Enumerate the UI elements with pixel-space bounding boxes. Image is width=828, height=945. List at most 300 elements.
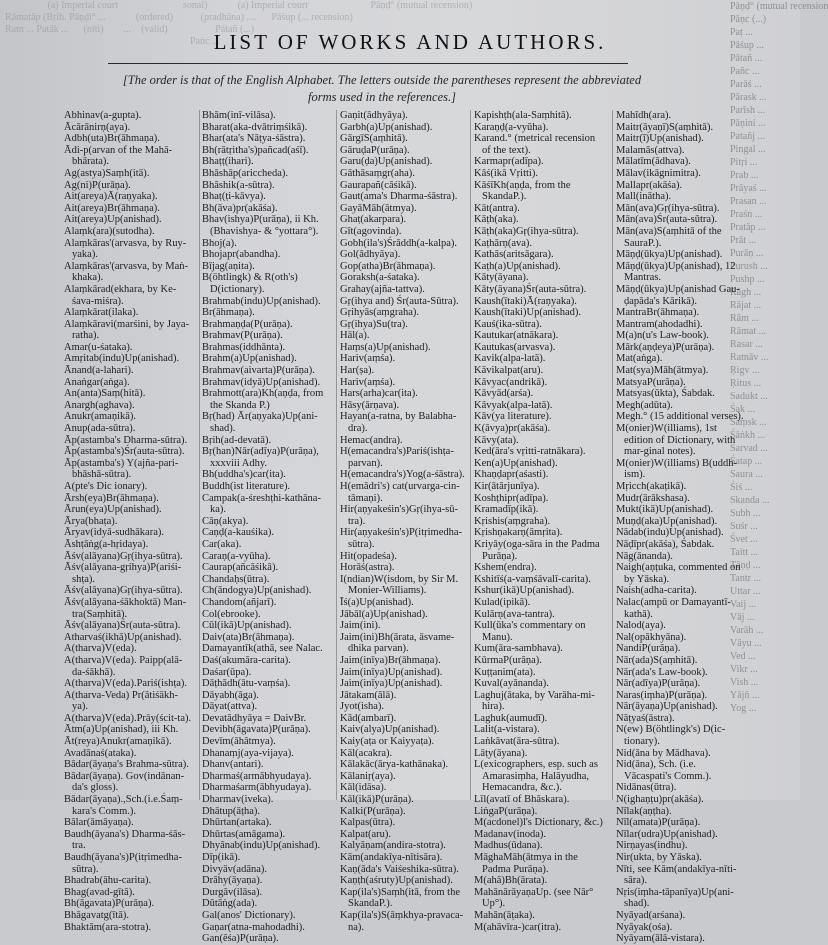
work-entry: Nidānas(ūtra).	[616, 782, 677, 794]
work-entry: Grahay(ajña-tattva).	[340, 283, 425, 295]
work-entry: Hir(aṇyakeśin's)P(itṛimedha-sūtra).	[340, 527, 463, 550]
work-entry: Kāṭh(aka)Gṛ(ihya-sūtra).	[474, 225, 579, 237]
work-entry: Alaṃkārat(ilaka).	[64, 307, 139, 319]
work-entry: Megh.° (15 additional verses).	[616, 411, 744, 423]
work-entry: A(pte's Dic ionary).	[64, 481, 148, 492]
work-entry: Āśv(alāyana-gṛihya)P(ariśi-shṭa).	[64, 562, 182, 585]
work-entry: Dhūrtan(artaka).	[202, 817, 272, 829]
work-entry: A(tharva)V(eda).	[64, 643, 137, 655]
work-entry: Dāyat(attva).	[202, 701, 258, 713]
work-entry: Gobh(ila's)Śrāddh(a-kalpa).	[340, 237, 458, 249]
work-entry: Bhadrab(āhu-carita).	[64, 875, 152, 887]
work-entry: Brahmav(aivarta)P(urāṇa).	[202, 365, 315, 377]
work-entry: Kalpat(aru).	[340, 828, 392, 840]
work-entry: Mān(ava)Śr(auta-sūtra).	[616, 214, 718, 226]
work-entry: Brahmott(ara)Kh(aṇḍa, from the Skanda P.)	[202, 388, 324, 411]
work-entry: Nir(ukta, by Yāska).	[616, 852, 702, 863]
work-entry: Jyot(isha).	[340, 701, 385, 713]
work-entry: Campak(a-śreshṭhi-kathāna-ka).	[202, 492, 321, 516]
work-entry: Jaim(ini)Bh(ārata, āsvame-dhika parvan).	[340, 631, 455, 655]
work-entry: Abhinav(a-gupta).	[64, 110, 142, 121]
work-entry: Malamās(attva).	[616, 144, 685, 156]
work-entry: Kull(ūka's commentary on Manu).	[474, 620, 586, 643]
work-entry: Ag(ni)P(urāṇa).	[64, 179, 131, 191]
work-entry: Atharvaś(ikhā)Up(anishad).	[64, 631, 182, 643]
work-entry: Karaṇḍ(a-vyūha).	[474, 121, 549, 133]
work-entry: Ch(āndogya)Up(anishad).	[202, 585, 312, 597]
work-entry: Hariv(aṃśa).	[340, 353, 396, 365]
column-divider	[470, 110, 471, 800]
work-entry: Amṛitab(indu)Up(anishad).	[64, 353, 180, 365]
work-entry: Horāś(astra).	[340, 562, 395, 574]
work-entry: Kāl(ikā)P(urāṇa).	[340, 794, 414, 806]
work-entry: Karand.° (metrical recension of the text).	[474, 133, 596, 156]
work-entry: Muṇḍ(aka)Up(anishad).	[616, 515, 718, 527]
work-entry: Māṇḍ(ūkya)Up(anishad).	[616, 249, 723, 261]
work-entry: Mān(ava)Gṛ(ihya-sūtra).	[616, 202, 720, 214]
work-entry: Bhar(ata's Nāṭya-śāstra).	[202, 133, 306, 145]
work-entry: Nīlak(aṇṭha).	[616, 805, 672, 817]
work-entry: Avadānaś(ataka).	[64, 747, 137, 759]
work-entry: Dharmaś(armābhyudaya).	[202, 770, 312, 782]
works-list	[64, 110, 744, 945]
work-entry: Bh(rātṛitha's)pañcad(aśī).	[202, 144, 309, 156]
work-entry: Kaṭh(a)Up(anishad).	[474, 260, 561, 272]
work-entry: Alaṃkāravi(marśini, by Jaya-ratha).	[64, 318, 190, 342]
work-entry: Gaṇit(ādhyāya).	[340, 110, 408, 121]
work-entry: M(onier)W(illiams) B(uddh-ism).	[616, 457, 738, 481]
work-entry: Kuval(ayānanda).	[474, 678, 549, 690]
work-entry: Gol(ādhyāya).	[340, 249, 401, 261]
work-entry: Gaurapañ(cāśikā).	[340, 179, 417, 191]
work-entry: Bhāshāp(ariccheda).	[202, 167, 288, 179]
work-entry: Mārk(aṇḍeya)P(urāṇa).	[616, 341, 715, 353]
work-entry: Dhanv(antari).	[202, 759, 264, 771]
work-entry: Hayan(a-ratna, by Balabha-dra).	[340, 411, 457, 435]
work-entry: Maitr(ī)Up(anishad).	[616, 133, 704, 145]
work-entry: Hir(aṇyakeśin's)Gṛ(ihya-sū-tra).	[340, 504, 458, 527]
work-entry: Kshitīś(a-vaṃśāvalī-carita).	[474, 573, 591, 585]
work-entry: Nyāyam(ālā-vistara).	[616, 933, 705, 945]
show-through-text: (a) Imperial court sonal) (a) Imperial court Pāṇḍ° (mutual recension) Rāmatāp (Bṛih. Pāṇḍi° ... (ordered) (pradhāna) .... Pāśup (... recension) Ratn ... Patāk ... (nīti) ... (valid) Pātañ (...) Paṅc ...	[5, 0, 473, 47]
work-entry: Gaut(ama's Dharma-śāstra).	[340, 191, 458, 203]
work-entry: Naras(iṃha)P(urāṇa).	[616, 689, 708, 701]
work-entry: Nīlar(udra)Up(anishad).	[616, 828, 718, 840]
work-entry: Ait(areya)Br(āhmaṇa).	[64, 202, 160, 214]
work-entry: Bādar(āyaṇa's Brahma-sūtra).	[64, 759, 189, 771]
work-entry: Laghuk(aumudī).	[474, 712, 548, 724]
work-entry: Ārya(bhaṭa).	[64, 515, 118, 527]
work-entry: Daś(akumāra-carita).	[202, 654, 291, 666]
work-entry: Kāṭh(aka).	[474, 214, 519, 226]
work-entry: Bhojapr(abandha).	[202, 249, 281, 261]
work-entry: Hāsy(ārṇava).	[340, 399, 400, 411]
work-entry: Divyāv(adāna).	[202, 863, 268, 875]
work-entry: MāghaMāh(ātmya in the Padma Purāṇa).	[474, 852, 578, 875]
work-entry: Dūtāṅg(ada).	[202, 898, 258, 910]
work-entry: Māṇḍ(ūkya)Up(anishad), 12 Mantras.	[616, 260, 736, 284]
work-entry: Alaṃkārad(ekhara, by Ke-śava-miśra).	[64, 283, 177, 307]
work-entry: Matsyas(ūkta), Śabdak.	[616, 388, 715, 400]
work-entry: H(emacandra's)Yog(a-śāstra).	[340, 469, 465, 481]
work-entry: Ghaṭ(akarpara).	[340, 214, 407, 226]
work-entry: Khaṇḍapr(aśasti).	[474, 469, 549, 481]
work-entry: Laṅkāvat(āra-sūtra).	[474, 736, 560, 748]
work-entry: Kāl(idāsa).	[340, 782, 387, 794]
work-entry: B(öhtlingk) & R(oth's) D(ictionary).	[202, 272, 298, 295]
work-entry: Kāv(ya literature).	[474, 411, 552, 423]
work-entry: Kshem(endra).	[474, 562, 537, 574]
work-entry: Bharat(aka-dvātriṃśikā).	[202, 121, 308, 133]
work-entry: Kālaniṛ(aya).	[340, 770, 396, 782]
work-entry: Āśv(alāyana)Śr(auta-sūtra).	[64, 620, 181, 632]
column-2	[202, 110, 332, 945]
work-entry: Devatādhyāya = DaivBr.	[202, 712, 307, 724]
work-entry: Kāvyād(arśa).	[474, 388, 534, 400]
work-entry: Bṛih(ad-devatā).	[202, 434, 272, 446]
work-entry: Ādi-p(arvan of the Mahā-bhārata).	[64, 144, 173, 168]
work-entry: Anukr(amaṇikā).	[64, 411, 137, 423]
work-entry: Kalki(P(urāṇa).	[340, 805, 406, 817]
page-title: LIST OF WORKS AND AUTHORS.	[213, 30, 607, 54]
work-entry: Madhus(ūdana).	[474, 840, 543, 852]
work-entry: Gṛ(ihya and) Śr(auta-Sūtra).	[340, 295, 459, 307]
work-entry: Bh(āva)pr(akāśa).	[202, 202, 278, 214]
work-entry: Āp(astamba's Dharma-sūtra).	[64, 434, 188, 446]
work-entry: Brahm(a)Up(anishad).	[202, 353, 297, 365]
work-entry: Ārsh(eya)Br(āhmaṇa).	[64, 492, 159, 504]
work-entry: NandiP(urāṇa).	[616, 643, 681, 655]
work-entry: Ag(astya)Saṃh(itā).	[64, 167, 150, 179]
work-entry: Kriyāy(oga-sāra in the Padma Purāṇa).	[474, 538, 600, 562]
work-entry: KūrmaP(urāṇa).	[474, 654, 542, 666]
work-entry: Īś(a)Up(anishad).	[340, 596, 414, 608]
work-entry: Kṛishis(aṃgraha).	[474, 515, 551, 527]
work-entry: Mallapr(akāśa).	[616, 179, 683, 191]
work-entry: Kramadīp(ikā).	[474, 504, 539, 516]
work-entry: L(exicographers, esp. such as Amarasiṃha, Halāyudha, Hemacandra, &c.).	[474, 759, 598, 794]
work-entry: Chandaḥs(ūtra).	[202, 573, 270, 585]
work-entry: Kapishṭh(ala-Saṃhitā).	[474, 110, 572, 121]
work-entry: Hemac(andra).	[340, 434, 403, 446]
work-entry: Bṛ(han)Nār(adīya)P(urāṇa), xxxviii Adhy.	[202, 446, 319, 469]
work-entry: Nṛis(iṃha-tāpanīya)Up(ani-shad).	[616, 886, 734, 910]
work-entry: Madanav(inoda).	[474, 828, 547, 840]
work-entry: Nīti, see Kām(andakīya-nīti-sāra).	[616, 863, 737, 887]
work-entry: Devīm(āhātmya).	[202, 736, 276, 748]
work-entry: Kum(āra-sambhava).	[474, 643, 563, 655]
work-entry: Gīt(agovinda).	[340, 225, 402, 237]
work-entry: Kap(ila's)Saṃh(itā, from the SkandaP.).	[340, 886, 460, 910]
work-entry: Naish(adha-carita).	[616, 585, 697, 597]
work-entry: Garu(ḍa)Up(anishad).	[340, 156, 433, 168]
work-entry: Gṛihyās(aṃgraha).	[340, 307, 420, 319]
work-entry: Kalyāṇam(andira-stotra).	[340, 840, 446, 852]
work-entry: MahānārāyaṇaUp. (see Nār° Up°).	[474, 886, 594, 910]
work-entry: Anaṅgar(aṅga).	[64, 376, 130, 388]
work-entry: Kap(ila's)S(āṃkhya-pravaca-na).	[340, 909, 464, 933]
work-entry: Jaim(inīya)Up(anishad).	[340, 666, 443, 678]
work-entry: Nal(opākhyāna).	[616, 631, 687, 643]
work-entry: Nirṇayas(indhu).	[616, 840, 688, 852]
work-entry: Haṃs(a)Up(anishad).	[340, 341, 431, 353]
work-entry: Āśv(alāyana)Gṛ(ihya-sūtra).	[64, 550, 183, 562]
work-entry: Col(ebrooke).	[202, 608, 261, 620]
work-entry: Nādab(indu)Up(anishad).	[616, 527, 724, 539]
work-entry: Koshṭhipr(adīpa).	[474, 492, 549, 504]
work-entry: Caṇḍ(a-kauśika).	[202, 527, 275, 539]
work-entry: Kāvikalpat(aru).	[474, 365, 544, 377]
work-entry: Cāṇ(akya).	[202, 515, 249, 527]
work-entry: Bhav(ishya)P(urāṇa), ii Kh. (Bhavishya- & °yottara°).	[202, 214, 319, 237]
work-entry: Adbh(uta)Br(āhmaṇa).	[64, 133, 160, 145]
work-entry: LiṅgaP(urāṇa).	[474, 805, 538, 817]
work-entry: Brahmaṇḍa(P(urāṇa).	[202, 318, 293, 330]
work-entry: Kāl(acakra).	[340, 747, 393, 759]
work-entry: KāśīKh(aṇḍa, from the SkandaP.).	[474, 179, 571, 203]
work-entry: Jātakam(ālā).	[340, 689, 397, 701]
work-entry: Dīp(ikā).	[202, 852, 241, 863]
work-entry: Dāyabh(āga).	[202, 689, 259, 701]
work-entry: Ācārānirṇ(aya).	[64, 121, 131, 133]
work-entry: Bhaktām(ara-stotra).	[64, 921, 152, 933]
work-entry: Dharmav(iveka).	[202, 794, 274, 806]
work-entry: A(tharva)V(eda).Prāy(ścit-ta).	[64, 712, 192, 724]
work-entry: Nār(ada)S(aṃhitā).	[616, 654, 698, 666]
work-entry: Kālakāc(ārya-kathānaka).	[340, 759, 449, 771]
work-entry: Caraṇ(a-vyūha).	[202, 550, 271, 562]
work-entry: Garbh(a)Up(anishad).	[340, 121, 433, 133]
work-entry: A(tharva-Veda) Pr(ātiśākh-ya).	[64, 689, 178, 713]
work-entry: Kulad(ipikā).	[474, 596, 531, 608]
work-entry: Alaṃkāras'(arvasva, by Ruy-yaka).	[64, 237, 187, 261]
work-entry: Bh(uddha's)car(ita).	[202, 469, 286, 481]
work-entry: Mat(sya)Māh(ātmya).	[616, 365, 709, 377]
work-entry: Gal(anos' Dictionary).	[202, 909, 296, 921]
work-entry: Kād(ambarī).	[340, 712, 397, 724]
work-entry: Kām(andakīya-nītisāra).	[340, 852, 443, 863]
work-entry: Drāhy(āyaṇa).	[202, 875, 263, 887]
work-entry: Māṇḍ(ūkya)Up(anishad Gau-ḍapāda's Kārikā).	[616, 283, 740, 307]
work-entry: Caurap(añcāśikā).	[202, 562, 279, 574]
work-entry: Lalit(a-vistara).	[474, 724, 540, 736]
work-entry: Ait(areya)Ā(raṇyaka).	[64, 191, 158, 203]
work-entry: Brahmav(idyā)Up(anishad).	[202, 376, 321, 388]
work-entry: Har(ṣa).	[340, 365, 375, 377]
work-entry: Brahmas(iddhānta).	[202, 341, 286, 353]
work-entry: Maitr(āyaṇī)S(aṃhitā).	[616, 121, 714, 133]
work-entry: Nār(ada's Law-book).	[616, 666, 708, 678]
work-entry: MatsyaP(urāṇa).	[616, 376, 686, 388]
work-entry: Nār(adīya)P(urāṇa).	[616, 678, 701, 690]
work-entry: Nāṭyaś(āstra).	[616, 712, 675, 724]
work-entry: Kalpas(ūtra).	[340, 817, 396, 829]
work-entry: Āt(reya)Anukr(amaṇikā).	[64, 736, 172, 748]
work-entry: Bhoj(a).	[202, 237, 237, 249]
work-entry: Nār(āyaṇa)Up(anishad).	[616, 701, 718, 713]
work-entry: Āryav(idyā-sudhākara).	[64, 527, 164, 539]
work-entry: Bhāgavatg(ītā).	[64, 909, 130, 921]
work-entry: Gan(ēśa)P(urāṇa).	[202, 933, 279, 945]
work-entry: Āp(astamba's)Śr(auta-sūtra).	[64, 446, 185, 458]
work-entry: Baudh(āyana's)P(itṛimedha-sūtra).	[64, 852, 182, 875]
work-entry: Kauś(ika-sūtra).	[474, 318, 542, 330]
work-entry: Kaṇṭh(aśruty)Up(anishad).	[340, 875, 453, 887]
work-entry: GārgīS(aṃhitā).	[340, 133, 408, 145]
work-entry: Car(aka).	[202, 538, 242, 550]
column-4	[474, 110, 606, 933]
work-entry: Bṛ(had) Ār(aṇyaka)Up(ani-shad).	[202, 411, 318, 435]
work-entry: Daiv(ata)Br(āhmaṇa).	[202, 631, 295, 643]
work-entry: Kathās(aritsāgara).	[474, 249, 554, 261]
work-entry: Bījag(aṇita).	[202, 260, 255, 272]
work-entry: Gop(atha)Br(āhmaṇa).	[340, 260, 436, 272]
work-entry: Kāty(āyana)Śr(auta-sūtra).	[474, 283, 587, 295]
work-entry: Hāl(a).	[340, 330, 370, 342]
work-entry: Kir(ātārjunīya).	[474, 481, 540, 492]
work-entry: Anargh(aghava).	[64, 399, 135, 411]
work-entry: Mahīdh(ara).	[616, 110, 672, 121]
work-entry: M(onier)W(illiams), 1st edition of Dictionary, with mar-ginal notes).	[616, 423, 736, 458]
work-entry: N(ew) B(öhtlingk's) D(ic-tionary).	[616, 724, 726, 748]
work-entry: Anup(ada-sūtra).	[64, 423, 136, 435]
work-entry: Nāg(ānanda).	[616, 550, 673, 562]
work-entry: Gṛ(ihya)Su(tra).	[340, 318, 408, 330]
work-entry: Mat(aṅga).	[616, 353, 663, 365]
work-entry: Jaim(inīya)Up(anishad).	[340, 678, 443, 690]
work-entry: Nīl(amata)P(urāṇa).	[616, 817, 701, 829]
work-entry: Gāthāsaṃgr(aha).	[340, 167, 415, 179]
work-entry: Lāṭy(āyana).	[474, 747, 528, 759]
work-entry: Āp(astamba's) Y(ajña-pari-bhāshā-sūtra).	[64, 457, 179, 481]
work-entry: Hars(arha)car(ita).	[340, 388, 418, 400]
work-entry: Daśar(ūpa).	[202, 666, 252, 678]
work-entry: Jaim(inīya)Br(āhmaṇa).	[340, 654, 441, 666]
work-entry: Ānand(a-lahari).	[64, 365, 134, 377]
work-entry: Amar(u-śataka).	[64, 341, 133, 353]
work-entry: Kāvy(ata).	[474, 434, 519, 446]
column-3	[340, 110, 466, 933]
work-entry: Goraksh(a-śataka).	[340, 272, 420, 284]
work-entry: Kaṇ(āda's Vaiśeshika-sūtra).	[340, 863, 459, 875]
work-entry: A(tharva)V(eda). Paipp(alā-da-śākhā).	[64, 654, 183, 678]
work-entry: Bādar(āyaṇa).,Sch.(i.e.Śaṃ-kara's Comm.).	[64, 794, 183, 817]
work-entry: Bhaṭ(ṭi-kāvya).	[202, 191, 266, 203]
work-entry: Bhag(avad-gītā).	[64, 886, 135, 898]
work-entry: Mṛicch(akaṭikā).	[616, 481, 687, 492]
work-entry: Bhaṭṭ(ihari).	[202, 156, 254, 168]
work-entry: Nalac(ampū or Damayantī-kathā).	[616, 596, 731, 620]
work-entry: MantraBr(āhmaṇa).	[616, 307, 700, 319]
work-entry: Hariv(aṃśa).	[340, 376, 396, 388]
facing-page-edge: Pāṇḍ° (mutual recension Pāṇc (...) Paṭ ... Pāśup ... Pātañ ... Pañc ... Parāś ... Pārask ... Parīsh ... Pāṇini ... Patañj ... Pingal ... Pitṛi ... Prab ... Prāyaś ... Prasan ... Praśn ... Pratāp ... Prāt ... Purāṇ ... Purush ... Pushp ... Rāgh ... Rājat ... Rām ... Rāmat ... Rasar ... Ratnāv ... Ṛigv ... Ṛitus ... Sadukt ... Śak ... Saṃsk ... Śāṅkh ... Sarvad ... Śatap ... Saura ... Śiś ... Skanda ... Subh ... Suśr ... Śvet ... Taitt ... Tāṇḍ ... Tantr ... Uttar ... Vaij ... Vāj ... Varāh ... Vāyu ... Ved ... Vikr ... Vish ... Yājñ ... Yog ...	[730, 1, 828, 714]
work-entry: Āśv(alāyana-śākhoktā) Man-tra(Saṃhitā).	[64, 596, 187, 620]
work-entry: Naigh(aṇṭuka, commented on by Yāska).	[616, 562, 741, 585]
work-entry: Kāvyac(andrikā).	[474, 376, 548, 388]
work-entry: Dharmaśarm(ābhyudaya).	[202, 782, 312, 794]
work-entry: Dāṭhādh(ātu-vaṃśa).	[202, 678, 291, 690]
work-entry: Ked(āra's vṛitti-ratnākara).	[474, 446, 586, 458]
work-entry: Mantram(ahodadhi).	[616, 318, 703, 330]
work-entry: Āshṭāṅg(a-hṛidaya).	[64, 538, 149, 550]
work-entry: Jābāl(a)Up(anishad).	[340, 608, 428, 620]
work-entry: N(ighaṇṭu)pr(akāśa).	[616, 794, 704, 806]
title-rule	[108, 63, 628, 64]
work-entry: K(āvya)pr(akāśa).	[474, 423, 551, 435]
work-entry: Chandom(añjarī).	[202, 596, 277, 608]
work-entry: Bh(āgavata)P(urāṇa).	[64, 898, 155, 910]
work-entry: Br(āhmaṇa).	[202, 307, 255, 319]
work-entry: Kaush(ītaki)Ā(raṇyaka).	[474, 295, 577, 307]
work-entry: Damayantīk(athā, see Nalac.	[202, 643, 323, 655]
work-entry: GayāMāh(ātmya).	[340, 202, 417, 214]
work-entry: Āśv(alāyana)Gṛ(ihya-sūtra).	[64, 585, 183, 597]
column-5	[616, 110, 744, 945]
work-entry: Mān(ava)S(aṃhitā of the SauraP.).	[616, 225, 722, 249]
work-entry: Kāty(āyana).	[474, 272, 529, 284]
work-entry: Devibh(āgavata)P(urāṇa).	[202, 724, 311, 736]
column-divider	[199, 110, 200, 800]
work-entry: Dhūrtas(amāgama).	[202, 828, 286, 840]
work-entry: Nāḍīpr(akāśa), Śabdak.	[616, 538, 715, 550]
work-entry: Dhanaṃj(aya-vijaya).	[202, 747, 294, 759]
work-entry: Kshur(ikā)Up(anishad).	[474, 585, 575, 597]
work-entry: Kāt(antra).	[474, 202, 520, 214]
work-entry: Brahmav(P(urāṇa).	[202, 330, 283, 342]
work-entry: M(a)n(u's Law-book).	[616, 330, 709, 342]
work-entry: Kaiv(alya)Up(anishad).	[340, 724, 440, 736]
work-entry: Alaṃkāras'(arvasva, by Maṅ-khaka).	[64, 260, 189, 284]
work-entry: Mukt(ikā)Up(anishad).	[616, 504, 714, 516]
work-entry: Līl(avatī of Bhāskara).	[474, 794, 570, 806]
column-1	[64, 110, 192, 933]
work-entry: Bhāshik(a-sūtra).	[202, 179, 275, 191]
work-entry: Mudr(ārākshasa).	[616, 492, 690, 504]
column-divider	[336, 110, 337, 800]
work-entry: Gaṇar(atna-mahodadhi).	[202, 921, 305, 933]
work-entry: Nid(āna by Mādhava).	[616, 747, 711, 759]
work-entry: M(acdonel)l's Dictionary, &c.)	[474, 817, 603, 829]
work-entry: Mālav(ikāgnimitra).	[616, 167, 701, 179]
work-entry: Karmapr(adīpa).	[474, 156, 544, 168]
work-entry: Kaiy(aṭa or Kaiyyaṭa).	[340, 736, 435, 748]
work-entry: Kāvyak(alpa-latā).	[474, 399, 553, 411]
work-entry: I(ndian)W(isdom, by Sir M. Monier-Williams).	[340, 573, 459, 597]
work-entry: Cūl(ikā)Up(anishad).	[202, 620, 292, 632]
work-entry: Bādar(āyaṇa). Gov(indānan-da's gloss).	[64, 770, 185, 794]
work-entry: H(emacandra's)Pariś(ishṭa-parvan).	[340, 446, 454, 469]
work-entry: Alaṃk(ara)(sutodha).	[64, 225, 155, 237]
work-entry: An(anta)Saṃ(hitā).	[64, 388, 146, 400]
work-entry: GāruḍaP(urāṇa).	[340, 144, 410, 156]
work-entry: Brahmab(indu)Up(anishad).	[202, 295, 321, 307]
work-entry: Baudh(āyana's) Dharma-śās-tra.	[64, 828, 186, 852]
work-entry: Kāś(ikā Vṛitti).	[474, 167, 538, 179]
work-entry: Nyāyak(ośa).	[616, 921, 673, 933]
work-entry: Dhātup(āṭha).	[202, 805, 261, 817]
work-entry: Nalod(aya).	[616, 620, 666, 632]
work-entry: Nyāyad(arśana).	[616, 909, 686, 921]
work-entry: Bālar(āmāyaṇa).	[64, 817, 134, 829]
work-entry: Buddh(ist literature).	[202, 481, 291, 492]
work-entry: Megh(adūta).	[616, 399, 673, 411]
work-entry: Jaim(ini).	[340, 620, 381, 632]
work-entry: M(ahā)Bh(ārata).	[474, 875, 548, 887]
work-entry: Kulārṇ(ava-tantra).	[474, 608, 555, 620]
work-entry: A(tharva)V(eda).Pariś(ishṭa).	[64, 678, 188, 690]
work-entry: Ken(a)Up(anishad).	[474, 457, 558, 469]
work-entry: Nid(āna), Sch. (i.e. Vācaspati's Comm.).	[616, 759, 712, 782]
